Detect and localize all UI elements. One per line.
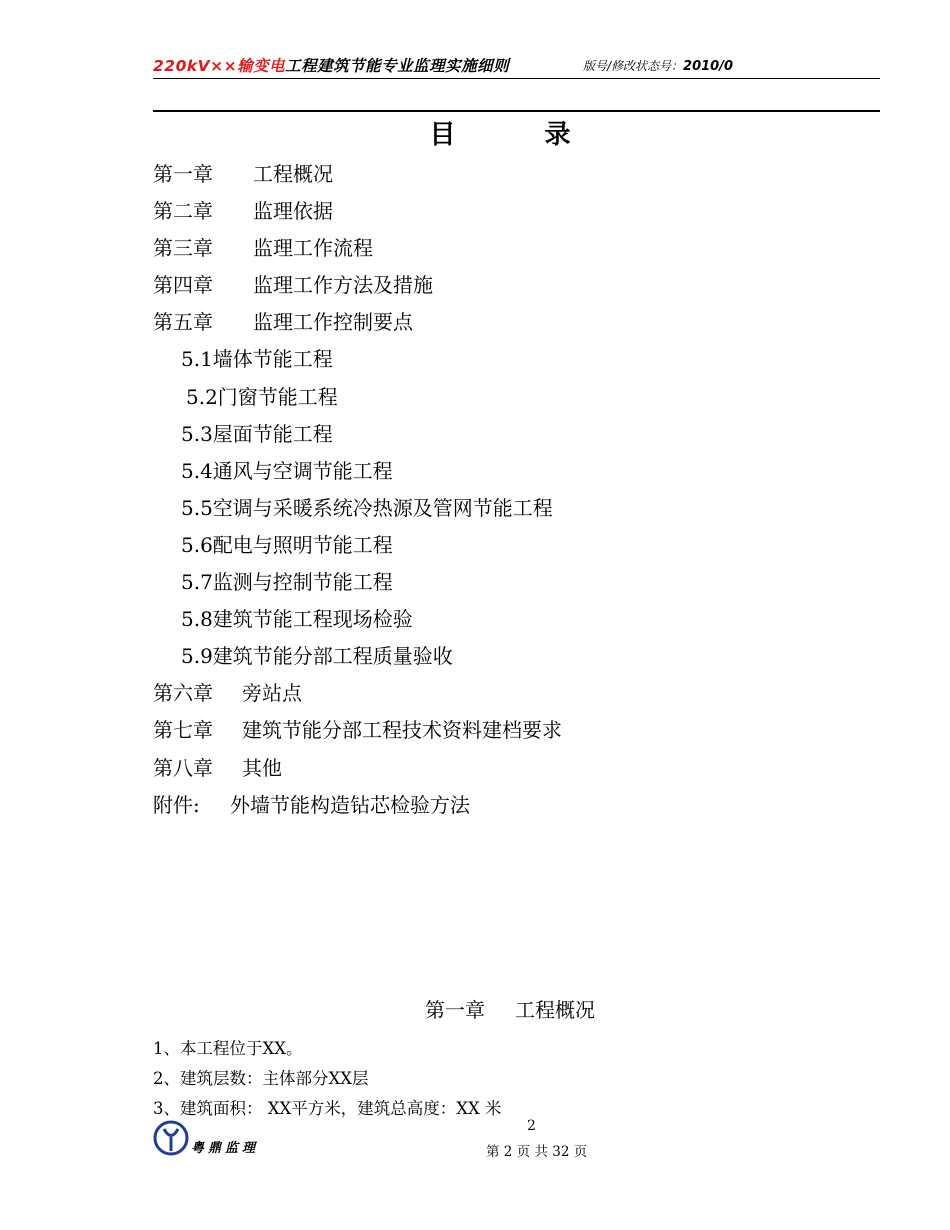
toc-appendix[interactable] — [153, 787, 553, 824]
title-voltage: 220kV — [153, 57, 211, 75]
toc-chapter-label: 监理工作流程 — [253, 236, 373, 261]
toc-section[interactable]: 5.1墙体节能工程 — [181, 347, 333, 372]
version-value: 2010/0 — [683, 59, 734, 74]
toc-section[interactable]: 5.4通风与空调节能工程 — [181, 458, 393, 483]
body-paragraph: 2、建筑层数：主体部分XX层 — [153, 1069, 369, 1088]
toc-chapter-num: 第六章 — [153, 681, 213, 706]
toc-chapter[interactable] — [153, 750, 553, 787]
page-count-text: 第 2 页 共 32 页 — [486, 1144, 588, 1160]
toc-section[interactable]: 5.6配电与照明节能工程 — [181, 532, 393, 557]
toc-chapter-label: 监理工作方法及措施 — [253, 273, 433, 298]
toc-chapter-label: 其他 — [242, 755, 282, 780]
toc-chapter[interactable] — [153, 675, 553, 712]
toc-section[interactable]: 5.5空调与采暖系统冷热源及管网节能工程 — [181, 495, 553, 520]
title-subject: 工程建筑节能专业监理实施细则 — [285, 57, 510, 75]
header-rule — [153, 78, 880, 79]
toc-appendix-label: 外墙节能构造钻芯检验方法 — [230, 792, 470, 817]
header-thick-rule — [153, 110, 880, 112]
company-name: 粤鼎监理 — [191, 1141, 260, 1156]
toc-chapter[interactable] — [153, 267, 553, 304]
chapter-heading — [425, 994, 595, 1023]
toc-chapter[interactable] — [153, 156, 553, 193]
document-title — [153, 54, 509, 76]
toc-chapter-label: 旁站点 — [242, 681, 302, 706]
toc-chapter-num: 第三章 — [153, 236, 213, 261]
toc-chapter[interactable] — [153, 230, 553, 267]
toc-chapter-label: 建筑节能分部工程技术资料建档要求 — [242, 718, 562, 743]
toc-section[interactable]: 5.9建筑节能分部工程质量验收 — [181, 644, 453, 669]
page-number: 2 — [527, 1118, 536, 1134]
version-label: 版号/修改状态号： — [583, 59, 684, 73]
title-placeholder: ×× — [210, 57, 238, 75]
toc-section[interactable]: 5.8建筑节能工程现场检验 — [181, 607, 413, 632]
toc-chapter[interactable] — [153, 304, 553, 341]
toc-section[interactable]: 5.7监测与控制节能工程 — [181, 570, 393, 595]
chapter-title: 工程概况 — [515, 998, 595, 1022]
page-header — [153, 52, 880, 78]
toc-chapter-num: 第一章 — [153, 162, 213, 186]
toc-chapter-label: 工程概况 — [253, 162, 333, 186]
body-paragraph: 1、本工程位于XX。 — [153, 1039, 303, 1058]
company-logo-icon — [153, 1120, 189, 1156]
table-of-contents — [153, 156, 562, 824]
toc-section[interactable]: 5.2门窗节能工程 — [186, 384, 338, 409]
toc-chapter-num: 第五章 — [153, 310, 213, 335]
version-info — [583, 57, 733, 74]
toc-chapter-num: 第八章 — [153, 755, 213, 780]
toc-title: 目 录 — [429, 120, 611, 150]
toc-chapter-num: 第二章 — [153, 199, 213, 224]
toc-chapter-label: 监理依据 — [253, 199, 333, 224]
toc-chapter[interactable] — [153, 193, 553, 230]
toc-chapter-num: 第七章 — [153, 718, 213, 743]
toc-chapter-label: 监理工作控制要点 — [253, 310, 413, 335]
toc-section[interactable]: 5.3屋面节能工程 — [181, 421, 333, 446]
toc-appendix-num: 附件: — [153, 792, 200, 817]
chapter-num: 第一章 — [425, 998, 485, 1022]
title-project: 输变电 — [237, 57, 286, 75]
toc-chapter-num: 第四章 — [153, 273, 213, 298]
body-paragraph: 3、建筑面积： XX平方米，建筑总高度：XX 米 — [153, 1099, 502, 1118]
toc-chapter[interactable] — [153, 712, 562, 749]
